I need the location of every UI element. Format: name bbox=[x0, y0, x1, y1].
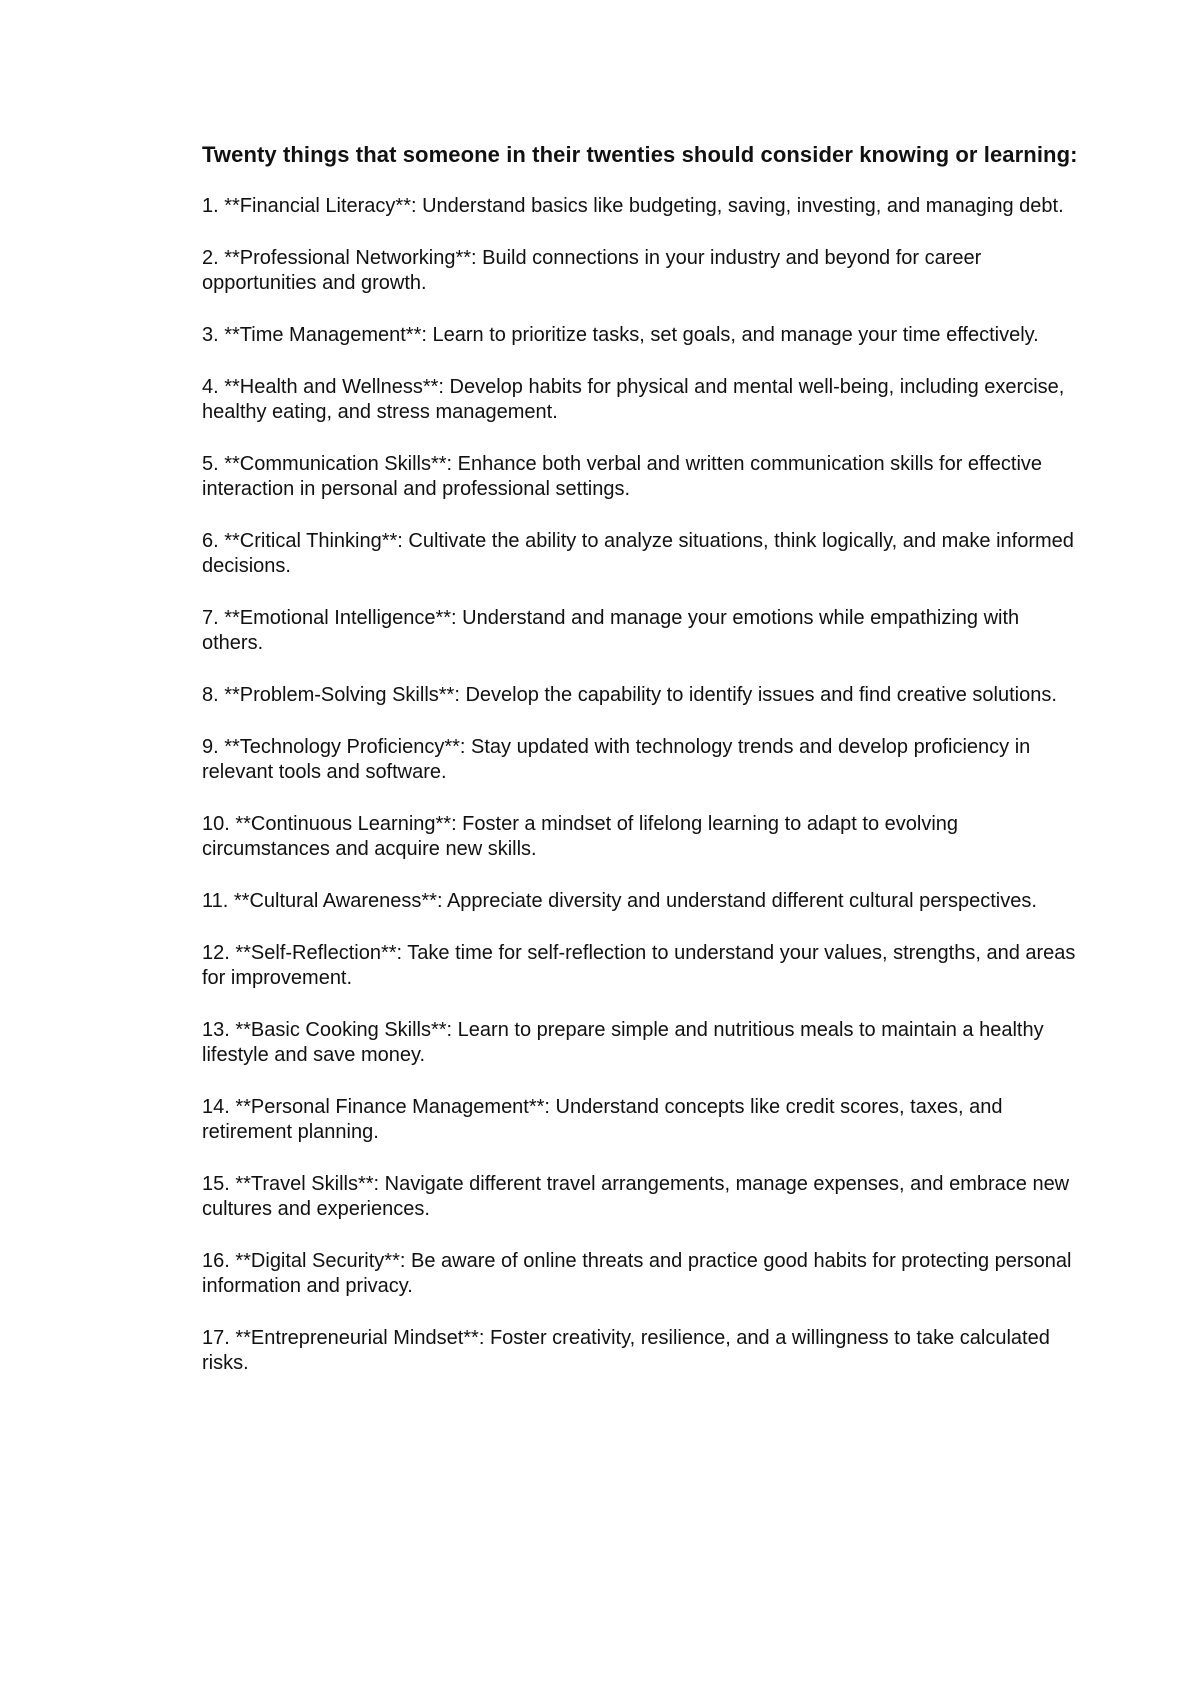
list-item: 15. **Travel Skills**: Navigate different travel arrangements, manage expenses, and embrace new cultures and experiences. bbox=[202, 1173, 1070, 1220]
list-item: 12. **Self-Reflection**: Take time for self-reflection to understand your values, strengths, and areas for improvement. bbox=[202, 942, 1076, 989]
list-item: 9. **Technology Proficiency**: Stay updated with technology trends and develop proficiency in relevant tools and software. bbox=[202, 736, 1031, 783]
document-title: Twenty things that someone in their twenties should consider knowing or learning: bbox=[202, 142, 1078, 167]
list-item: 7. **Emotional Intelligence**: Understand and manage your emotions while empathizing with others. bbox=[202, 607, 1020, 654]
list-item: 4. **Health and Wellness**: Develop habits for physical and mental well-being, including exercise, healthy eating, and stress management. bbox=[202, 376, 1065, 423]
list-item: 14. **Personal Finance Management**: Understand concepts like credit scores, taxes, and retirement planning. bbox=[202, 1096, 1003, 1143]
list-item: 8. **Problem-Solving Skills**: Develop the capability to identify issues and find creative solutions. bbox=[202, 684, 1057, 706]
document-content bbox=[202, 142, 1082, 1403]
list-item: 6. **Critical Thinking**: Cultivate the ability to analyze situations, think logically, and make informed decisions. bbox=[202, 530, 1074, 577]
list-item: 10. **Continuous Learning**: Foster a mindset of lifelong learning to adapt to evolving circumstances and acquire new skills. bbox=[202, 813, 959, 860]
list-item: 1. **Financial Literacy**: Understand basics like budgeting, saving, investing, and managing debt. bbox=[202, 195, 1064, 217]
list-item: 13. **Basic Cooking Skills**: Learn to prepare simple and nutritious meals to maintain a healthy lifestyle and save money. bbox=[202, 1019, 1044, 1066]
list-item: 2. **Professional Networking**: Build connections in your industry and beyond for career opportunities and growth. bbox=[202, 247, 982, 294]
list-item: 5. **Communication Skills**: Enhance both verbal and written communication skills for effective interaction in personal and professional settings. bbox=[202, 453, 1043, 500]
list-item: 3. **Time Management**: Learn to prioritize tasks, set goals, and manage your time effectively. bbox=[202, 324, 1039, 346]
list-item: 16. **Digital Security**: Be aware of online threats and practice good habits for protecting personal information and privacy. bbox=[202, 1250, 1072, 1297]
list-item: 17. **Entrepreneurial Mindset**: Foster creativity, resilience, and a willingness to take calculated risks. bbox=[202, 1327, 1050, 1374]
list-item: 11. **Cultural Awareness**: Appreciate diversity and understand different cultural perspectives. bbox=[202, 890, 1037, 912]
